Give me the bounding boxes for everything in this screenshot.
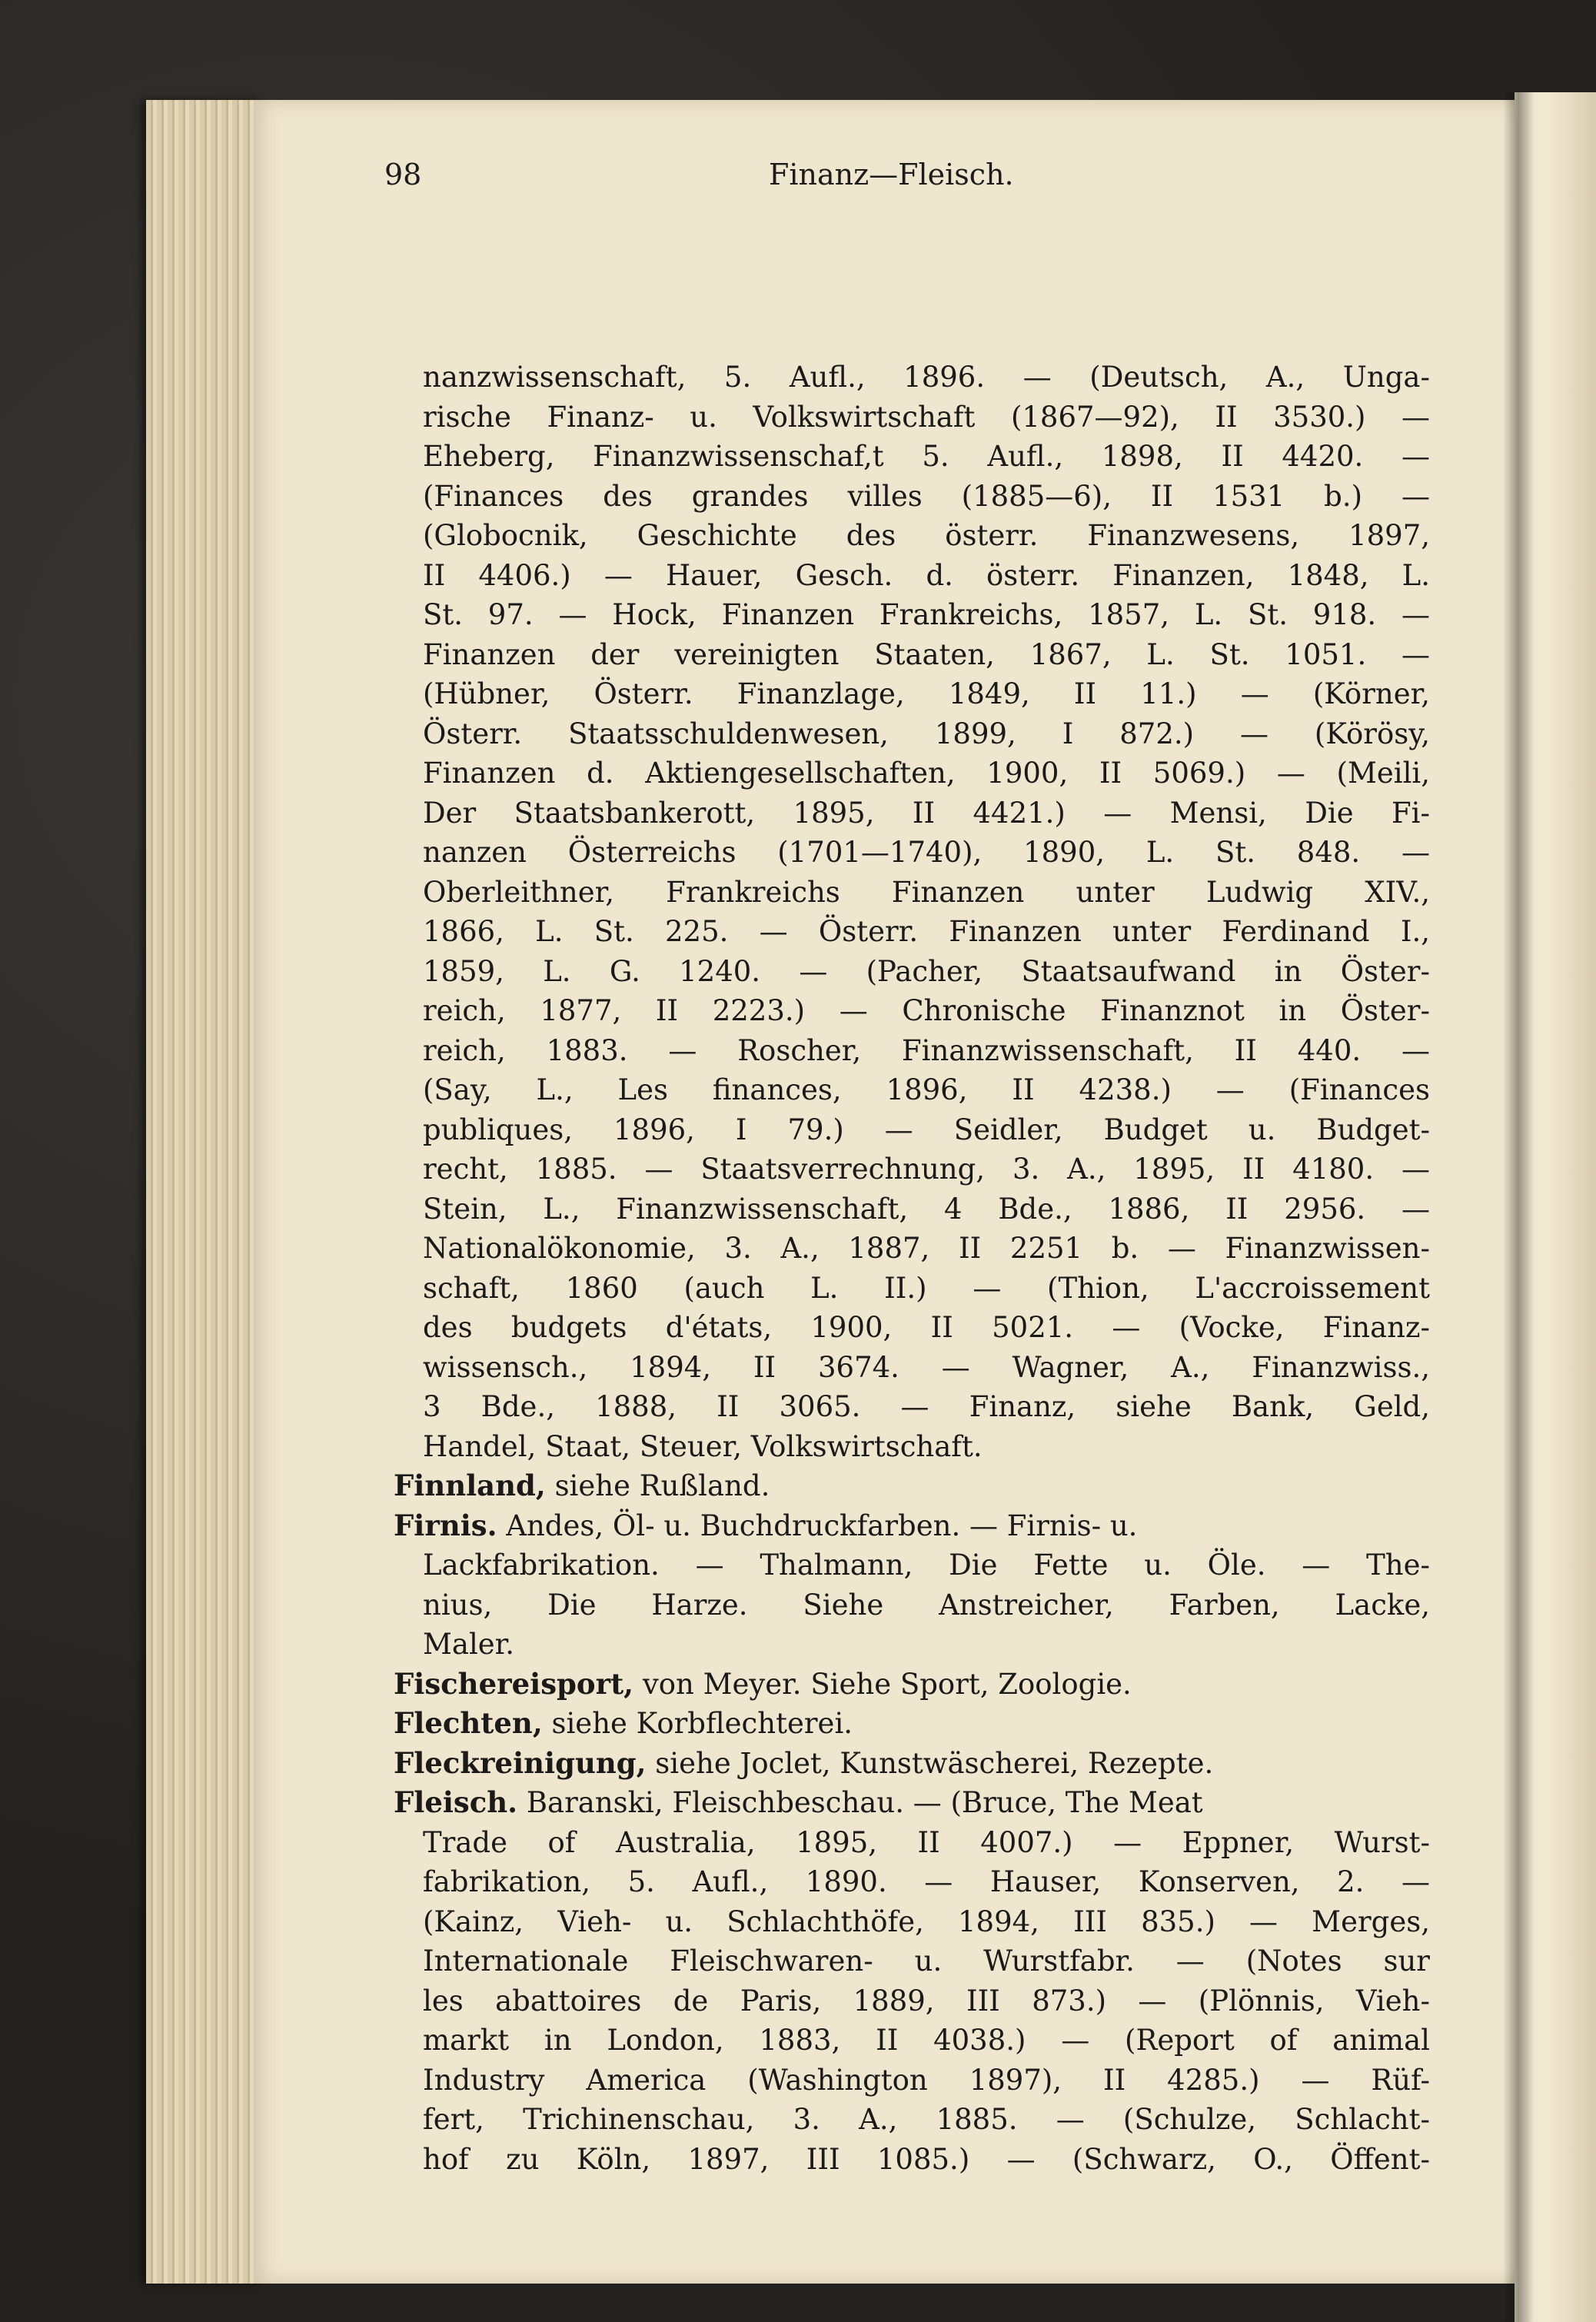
text-line: Lackfabrikation. — Thalmann, Die Fette u. Öle. — The- (423, 1549, 1430, 1582)
text-line: (Hübner, Österr. Finanzlage, 1849, II 11.) — (Körner, (423, 677, 1430, 710)
text-line: Der Staatsbankerott, 1895, II 4421.) — Mensi, Die Fi- (423, 796, 1430, 830)
text-line: nius, Die Harze. Siehe Anstreicher, Farben, Lacke, (423, 1588, 1430, 1622)
text-line: hof zu Köln, 1897, III 1085.) — (Schwarz, O., Öffent- (423, 2142, 1430, 2176)
text-line: des budgets d'états, 1900, II 5021. — (Vocke, Finanz- (423, 1311, 1430, 1344)
index-heading: Fischereisport, (394, 1666, 634, 1701)
entry-text: siehe Joclet, Kunstwäscherei, Rezepte. (646, 1746, 1214, 1780)
text-line: (Finances des grandes villes (1885—6), II 1531 b.) — (423, 479, 1430, 513)
page-edges (146, 100, 261, 2284)
text-line: wissensch., 1894, II 3674. — Wagner, A., Finanzwiss., (423, 1350, 1430, 1384)
text-line: les abattoires de Paris, 1889, III 873.) — (Plönnis, Vieh- (423, 1984, 1430, 2018)
entry-text: siehe Korbflechterei. (542, 1707, 853, 1740)
index-entry-line (394, 1744, 1430, 1784)
text-line: Oberleithner, Frankreichs Finanzen unter Ludwig XIV., (423, 875, 1430, 909)
text-line: schaft, 1860 (auch L. II.) — (Thion, L'accroissement (423, 1271, 1430, 1305)
text-line: II 4406.) — Hauer, Gesch. d. österr. Finanzen, 1848, L. (423, 558, 1430, 592)
entry-text: Andes, Öl- u. Buchdruckfarben. — Firnis- u. (497, 1509, 1138, 1542)
text-line: nanzwissenschaft, 5. Aufl., 1896. — (Deutsch, A., Unga- (423, 361, 1430, 394)
text-line: Finanzen der vereinigten Staaten, 1867, L. St. 1051. — (423, 637, 1430, 671)
gutter-shadow (1503, 92, 1534, 2322)
text-line: (Say, L., Les finances, 1896, II 4238.) — (Finances (423, 1073, 1430, 1106)
text-line: St. 97. — Hock, Finanzen Frankreichs, 1857, L. St. 918. — (423, 598, 1430, 631)
text-line: 1859, L. G. 1240. — (Pacher, Staatsaufwand in Öster- (423, 954, 1430, 988)
text-line: reich, 1883. — Roscher, Finanzwissenschaft, II 440. — (423, 1033, 1430, 1067)
index-heading: Firnis. (394, 1508, 497, 1542)
index-heading: Flechten, (394, 1706, 543, 1740)
index-entry-line (394, 1783, 1430, 1823)
text-line: Finanzen d. Aktiengesellschaften, 1900, II 5069.) — (Meili, (423, 757, 1430, 790)
text-line: fert, Trichinenschau, 3. A., 1885. — (Schulze, Schlacht- (423, 2103, 1430, 2136)
index-entry-line (394, 1466, 1430, 1506)
index-entry-line (394, 1665, 1430, 1705)
page-number: 98 (384, 158, 422, 191)
text-line: (Globocnik, Geschichte des österr. Finanzwesens, 1897, (423, 519, 1430, 552)
index-heading: Finnland, (394, 1469, 546, 1502)
entry-text: Baranski, Fleischbeschau. — (Bruce, The Meat (517, 1786, 1203, 1819)
text-line: fabrikation, 5. Aufl., 1890. — Hauser, Konserven, 2. — (423, 1865, 1430, 1898)
text-line: markt in London, 1883, II 4038.) — (Report of animal (423, 2024, 1430, 2057)
text-line: Stein, L., Finanzwissenschaft, 4 Bde., 1886, II 2956. — (423, 1192, 1430, 1226)
text-line: 3 Bde., 1888, II 3065. — Finanz, siehe Bank, Geld, (423, 1390, 1430, 1423)
text-line: Eheberg, Finanzwissenschaf,t 5. Aufl., 1898, II 4420. — (423, 440, 1430, 473)
text-line: Handel, Staat, Steuer, Volkswirtschaft. (423, 1429, 983, 1463)
text-line: recht, 1885. — Staatsverrechnung, 3. A., 1895, II 4180. — (423, 1153, 1430, 1186)
text-line: Nationalökonomie, 3. A., 1887, II 2251 b. — Finanzwissen- (423, 1232, 1430, 1265)
index-heading: Fleisch. (394, 1785, 518, 1819)
page-header (384, 158, 1422, 204)
index-text (394, 358, 1430, 2179)
text-line: rische Finanz- u. Volkswirtschaft (1867—92), II 3530.) — (423, 400, 1430, 434)
entry-text: von Meyer. Siehe Sport, Zoologie. (633, 1667, 1132, 1701)
text-line: Industry America (Washington 1897), II 4285.) — Rüf- (423, 2063, 1430, 2097)
index-entry-line (394, 1704, 1430, 1744)
text-line: nanzen Österreichs (1701—1740), 1890, L. St. 848. — (423, 836, 1430, 869)
text-line: publiques, 1896, I 79.) — Seidler, Budget u. Budget- (423, 1113, 1430, 1146)
text-line: Trade of Australia, 1895, II 4007.) — Eppner, Wurst- (423, 1825, 1430, 1859)
text-line: Internationale Fleischwaren- u. Wurstfabr. — (Notes sur (423, 1944, 1430, 1978)
text-line: 1866, L. St. 225. — Österr. Finanzen unter Ferdinand I., (423, 915, 1430, 948)
running-head: Finanz—Fleisch. (769, 158, 1014, 191)
entry-text: siehe Rußland. (545, 1469, 770, 1502)
text-line: Maler. (423, 1628, 515, 1661)
index-entry-line (394, 1506, 1430, 1546)
index-heading: Fleckreinigung, (394, 1745, 647, 1780)
text-line: (Kainz, Vieh- u. Schlachthöfe, 1894, III 835.) — Merges, (423, 1905, 1430, 1938)
text-line: Österr. Staatsschuldenwesen, 1899, I 872.) — (Körösy, (423, 717, 1430, 750)
text-line: reich, 1877, II 2223.) — Chronische Finanznot in Öster- (423, 994, 1430, 1027)
